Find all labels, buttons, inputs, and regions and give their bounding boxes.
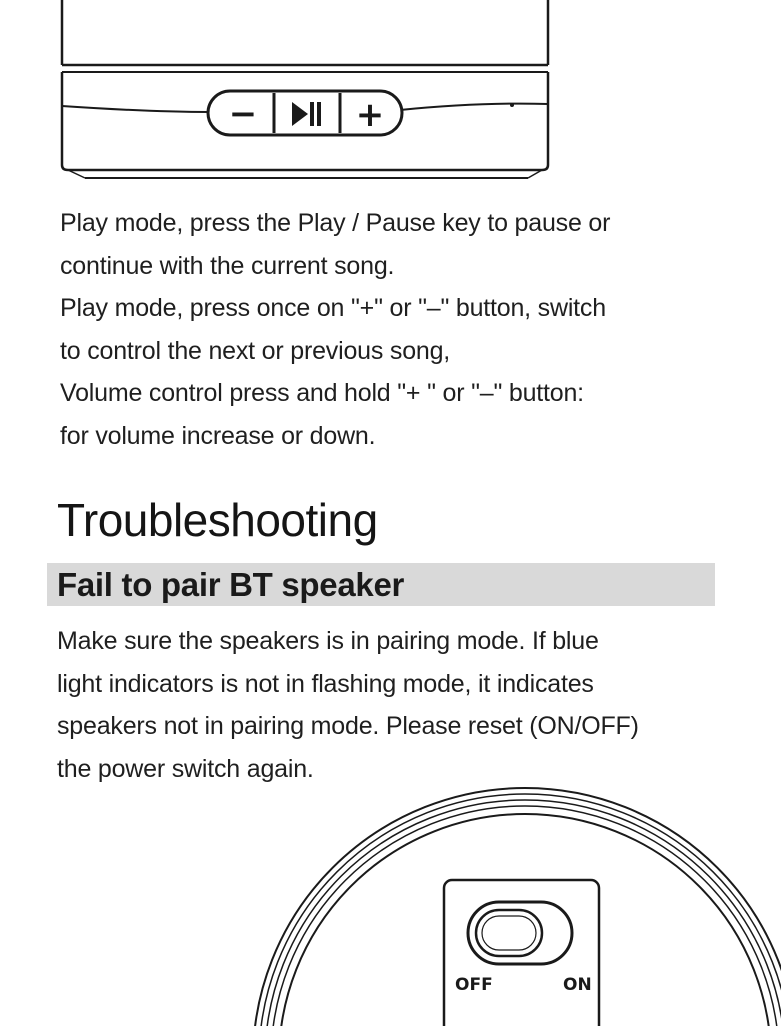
troubleshooting-line: the power switch again. (57, 754, 314, 783)
troubleshooting-heading: Troubleshooting (57, 494, 378, 546)
playback-instructions (60, 202, 760, 457)
speaker-controls-illustration (0, 0, 781, 200)
on-label: ON (563, 975, 592, 995)
pause-bar-icon (310, 102, 314, 126)
instruction-line: to control the next or previous song, (60, 336, 451, 365)
troubleshooting-line: light indicators is not in flashing mode, it indicates (57, 669, 594, 698)
power-switch[interactable] (468, 902, 572, 964)
power-switch-illustration (0, 760, 781, 1026)
plus-button[interactable] (356, 95, 385, 135)
instruction-line: continue with the current song. (60, 251, 395, 280)
minus-button[interactable] (229, 94, 258, 134)
subheading-bar (47, 563, 715, 606)
instruction-line: Play mode, press the Play / Pause key to pause or (60, 209, 611, 237)
pause-bar-icon (317, 102, 321, 126)
switch-knob[interactable] (476, 910, 542, 956)
fail-to-pair-subheading: Fail to pair BT speaker (57, 566, 405, 603)
troubleshooting-line: speakers not in pairing mode. Please reset (ON/OFF) (57, 712, 639, 740)
instruction-line: Volume control press and hold "+ " or "–" button: (60, 379, 584, 407)
minus-icon: − (228, 94, 258, 134)
troubleshooting-line: Make sure the speakers is in pairing mode. If blue (57, 627, 599, 655)
instruction-line: for volume increase or down. (60, 421, 376, 450)
plus-icon: + (355, 95, 385, 135)
off-label: OFF (455, 975, 493, 995)
instruction-line: Play mode, press once on "+" or "–" button, switch (60, 294, 606, 322)
